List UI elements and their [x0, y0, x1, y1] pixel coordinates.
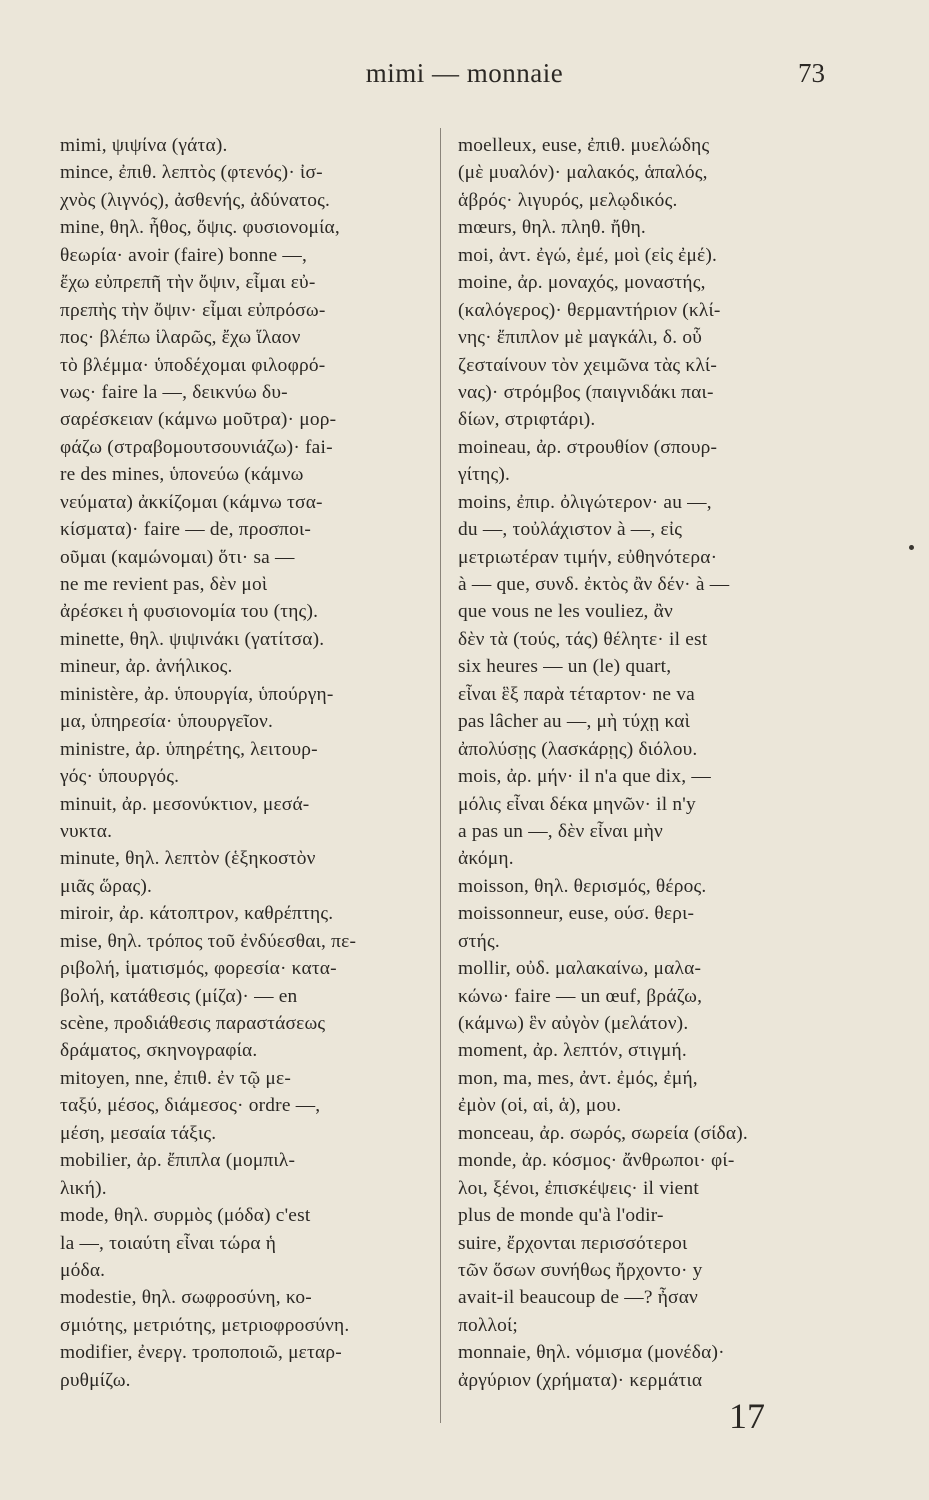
entry-line: mode, θηλ. συρμὸς (μόδα) c'est [60, 1205, 311, 1227]
entry-line: νως· faire la —, δεικνύω δυ- [60, 381, 288, 403]
entry-line: πολλοί; [458, 1314, 518, 1336]
entry-line: du —, τοὐλάχιστον à —, εἰς [458, 519, 683, 541]
entry-line: moissonneur, euse, ούσ. θερι- [458, 903, 695, 925]
entry-line: re des mines, ὑπονεύω (κάμνω [60, 464, 304, 486]
entry-line: plus de monde qu'à l'odir- [458, 1205, 664, 1227]
entry-line: moment, ἀρ. λεπτόν, στιγμή. [458, 1040, 687, 1062]
entry-line: a pas un —, δὲν εἶναι μὴν [458, 820, 664, 842]
entry-line: τῶν ὅσων συνήθως ἤρχοντο· y [458, 1259, 703, 1281]
entry-line: scène, προδιάθεσις παραστάσεως [60, 1013, 326, 1034]
entry-line: ζεσταίνουν τὸν χειμῶνα τὰς κλί- [458, 354, 717, 376]
entry-line: la —, τοιαύτη εἶναι τώρα ἡ [60, 1232, 277, 1254]
entry-line: ἁβρός· λιγυρός, μελῳδικός. [458, 189, 678, 211]
entry-line: δὲν τὰ (τούς, τάς) θέλητε· il est [458, 628, 708, 650]
entry-line: κώνω· faire — un œuf, βράζω, [458, 985, 703, 1007]
entry-line: modestie, θηλ. σωφροσύνη, κο- [60, 1287, 312, 1309]
column-divider [440, 128, 441, 1423]
entry-line: moine, ἀρ. μοναχός, μοναστής, [458, 272, 706, 294]
entry-line: mollir, οὐδ. μαλακαίνω, μαλα- [458, 958, 702, 980]
entry-line: minuit, ἀρ. μεσονύκτιον, μεσά- [60, 793, 310, 815]
entry-line: mobilier, ἀρ. ἔπιπλα (μομπιλ- [60, 1150, 296, 1172]
entry-line: ministre, ἀρ. ὑπηρέτης, λειτουρ- [60, 738, 318, 760]
entry-line: (κάμνω) ἓν αὐγὸν (μελάτον). [458, 1013, 689, 1034]
entry-line: moisson, θηλ. θερισμός, θέρος. [458, 875, 707, 897]
entry-line: τὸ βλέμμα· ὑποδέχομαι φιλοφρό- [60, 354, 326, 376]
entry-line: ταξύ, μέσος, διάμεσος· ordre —, [60, 1095, 321, 1117]
entry-line: δίων, στριφτάρι). [458, 409, 596, 431]
entry-line: κίσματα)· faire — de, προσποι- [60, 519, 312, 541]
entry-line: μετριωτέραν τιμήν, εὐθηνότερα· [458, 546, 718, 568]
entry-line: νεύματα) ἀκκίζομαι (κάμνω τσα- [60, 491, 323, 513]
entry-line: mine, θηλ. ἦθος, ὄψις. φυσιονομία, [60, 217, 340, 239]
entry-line: μόλις εἶναι δέκα μηνῶν· il n'y [458, 793, 696, 815]
entry-line: moi, ἀντ. ἐγώ, ἐμέ, μοὶ (εἰς ἐμέ). [458, 244, 718, 266]
entry-line: mon, ma, mes, ἀντ. ἐμός, ἐμή, [458, 1067, 698, 1089]
entry-line: monceau, ἀρ. σωρός, σωρεία (σίδα). [458, 1122, 748, 1144]
entry-line: οῦμαι (καμώνομαι) ὅτι· sa — [60, 546, 295, 568]
entry-line: φάζω (στραβομουτσουνιάζω)· fai- [60, 436, 333, 458]
entry-line: suire, ἔρχονται περισσότεροι [458, 1232, 688, 1254]
entry-line: minette, θηλ. ψιψινάκι (γατίτσα). [60, 628, 325, 650]
entry-line: σμιότης, μετριότης, μετριοφροσύνη. [60, 1314, 350, 1336]
entry-line: miroir, ἀρ. κάτοπτρον, καθρέπτης. [60, 903, 334, 925]
entry-line: νυκτα. [60, 820, 113, 842]
entry-line: moins, ἐπιρ. ὀλιγώτερον· au —, [458, 491, 712, 513]
entry-line: βολή, κατάθεσις (μίζα)· — en [60, 985, 298, 1007]
entry-line: ἀπολύσῃς (λασκάρῃς) διόλου. [458, 738, 698, 760]
entry-line: à — que, συνδ. ἐκτὸς ἂν δέν· à — [458, 574, 730, 595]
entry-line: pas lâcher au —, μὴ τύχῃ καὶ [458, 711, 691, 733]
entry-line: que vous ne les vouliez, ἂν [458, 601, 673, 623]
entry-line: μιᾶς ὥρας). [60, 875, 153, 897]
entry-line: πρεπὴς τὴν ὄψιν· εἶμαι εὐπρόσω- [60, 299, 326, 321]
entry-line: mimi, ψιψίνα (γάτα). [60, 135, 228, 156]
entry-line: ne me revient pas, δὲν μοὶ [60, 574, 268, 595]
entry-line: ριβολή, ἱματισμός, φορεσία· κατα- [60, 958, 337, 980]
entry-line: γίτης). [458, 464, 511, 486]
entry-line: mitoyen, nne, ἐπιθ. ἐν τῷ με- [60, 1067, 292, 1089]
entry-line: mineur, ἀρ. ἀνήλικος. [60, 656, 233, 678]
entry-line: θεωρία· avoir (faire) bonne —, [60, 244, 307, 266]
entry-line: λοι, ξένοι, ἐπισκέψεις· il vient [458, 1177, 699, 1199]
entry-line: six heures — un (le) quart, [458, 656, 672, 678]
entry-line: ἀργύριον (χρήματα)· κερμάτια [458, 1369, 703, 1391]
entry-line: πος· βλέπω ἱλαρῶς, ἔχω ἵλαον [60, 327, 301, 349]
left-column [60, 132, 470, 1394]
entry-line: δράματος, σκηνογραφία. [60, 1040, 258, 1062]
page-header-title: mimi — monnaie [365, 58, 564, 88]
entry-line: mise, θηλ. τρόπος τοῦ ἐνδύεσθαι, πε- [60, 930, 357, 952]
entry-line: moelleux, euse, ἐπιθ. μυελώδης [458, 135, 710, 156]
entry-line: στής. [458, 930, 500, 952]
entry-line: (καλόγερος)· θερμαντήριον (κλί- [458, 299, 721, 321]
entry-line: νης· ἔπιπλον μὲ μαγκάλι, δ. οὗ [458, 327, 703, 349]
entry-line: σαρέσκειαν (κάμνω μοῦτρα)· μορ- [60, 409, 337, 431]
entry-line: εἶναι ἓξ παρὰ τέταρτον· ne va [458, 683, 695, 705]
entry-line: moineau, ἀρ. στρουθίον (σπουρ- [458, 436, 718, 458]
right-column [458, 132, 863, 1394]
entry-line: μα, ὑπηρεσία· ὑπουργεῖον. [60, 711, 274, 733]
entry-line: νας)· στρόμβος (παιγνιδάκι παι- [458, 381, 714, 403]
paper-speck [909, 545, 914, 550]
entry-line: λική). [60, 1177, 107, 1199]
entry-line: γός· ὑπουργός. [60, 766, 180, 788]
entry-line: μέση, μεσαία τάξις. [60, 1122, 217, 1144]
entry-line: monde, ἀρ. κόσμος· ἄνθρωποι· φί- [458, 1150, 735, 1172]
entry-line: μόδα. [60, 1259, 106, 1281]
entry-line: avait-il beaucoup de —? ἦσαν [458, 1287, 699, 1309]
entry-line: ἀκόμη. [458, 848, 514, 870]
entry-line: ρυθμίζω. [60, 1369, 131, 1391]
entry-line: modifier, ἐνεργ. τροποποιῶ, μεταρ- [60, 1342, 342, 1364]
entry-line: mœurs, θηλ. πληθ. ἤθη. [458, 217, 646, 239]
entry-line: (μὲ μυαλόν)· μαλακός, ἁπαλός, [458, 162, 708, 184]
printer-signature-mark: 17 [729, 1396, 765, 1436]
entry-line: ἔχω εὐπρεπῆ τὴν ὄψιν, εἶμαι εὐ- [60, 272, 316, 294]
entry-line: χνὸς (λιγνός), ἀσθενής, ἀδύνατος. [60, 189, 331, 211]
entry-line: ἀρέσκει ἡ φυσιονομία του (της). [60, 601, 319, 623]
entry-line: mois, ἀρ. μήν· il n'a que dix, — [458, 766, 711, 788]
entry-line: monnaie, θηλ. νόμισμα (μονέδα)· [458, 1342, 725, 1364]
page-number: 73 [798, 58, 825, 88]
entry-line: ἐμὸν (οἱ, αἱ, ἁ), μου. [458, 1095, 622, 1117]
entry-line: ministère, ἀρ. ὑπουργία, ὑπούργη- [60, 683, 334, 705]
entry-line: minute, θηλ. λεπτὸν (ἑξηκοστὸν [60, 848, 316, 870]
entry-line: mince, ἐπιθ. λεπτὸς (φτενός)· ἰσ- [60, 162, 323, 184]
